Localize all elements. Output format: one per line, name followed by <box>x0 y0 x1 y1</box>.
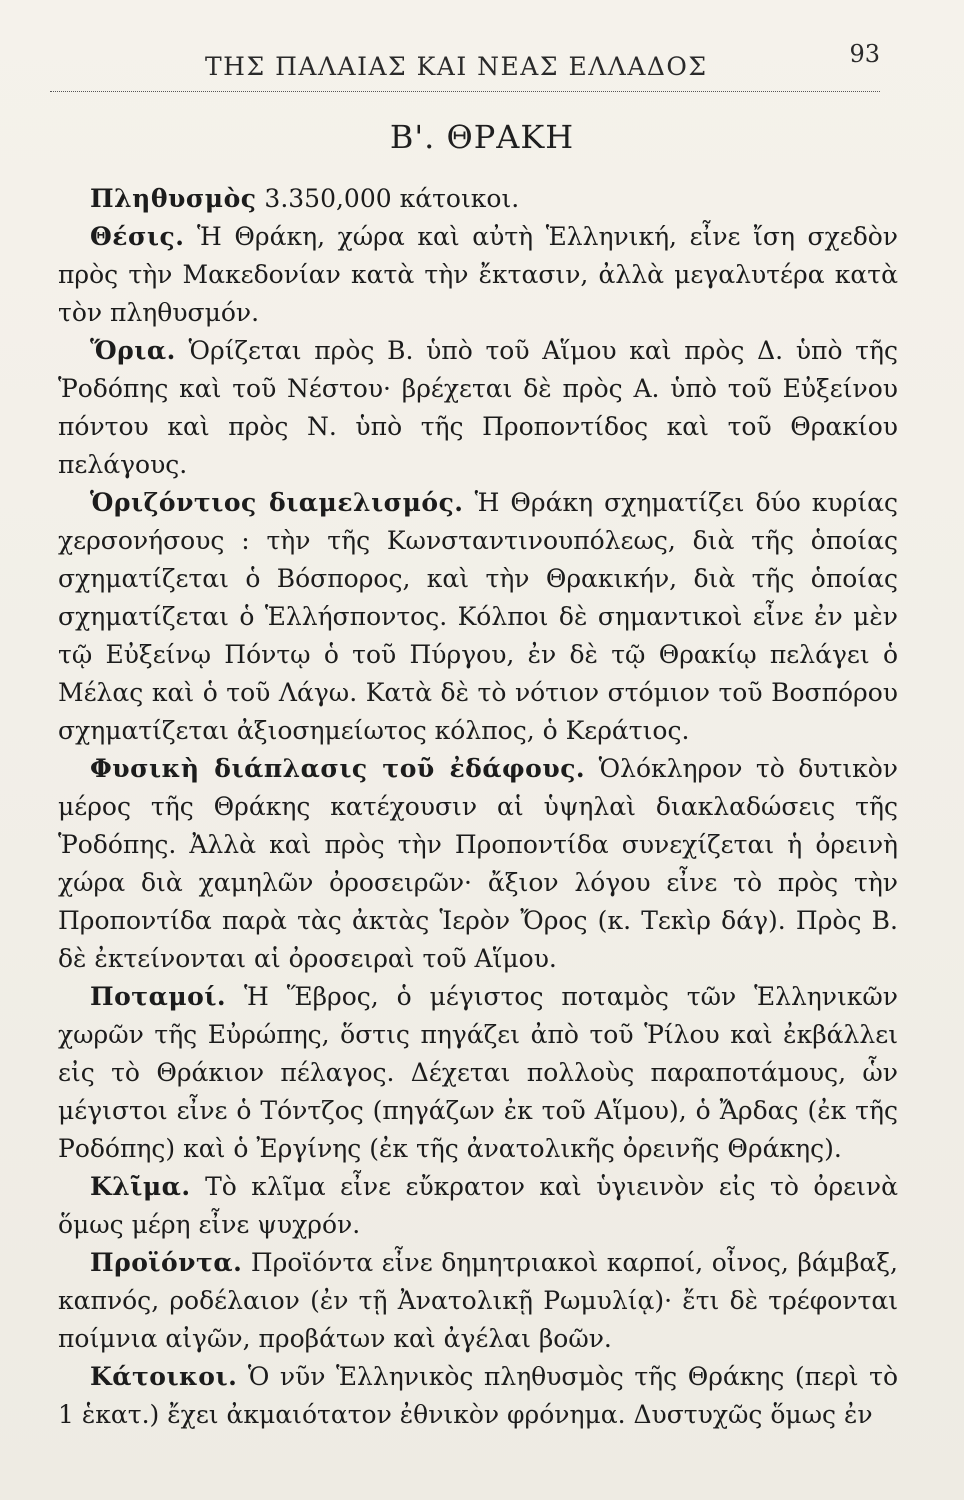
section-text: Ὁλόκληρον τὸ δυτικὸν μέρος τῆς Θράκης κατέχουσιν αἱ ὑψηλαὶ διακλαδώσεις τῆς Ῥοδόπης. Ἀλλὰ καὶ πρὸς τὴν Προποντίδα συνεχίζεται ἡ ὀρεινὴ χώρα διὰ χαμηλῶν ὀροσειρῶν· ἄξιον λόγου εἶνε τὸ πρὸς τὴν Προποντίδα παρὰ τὰς ἀκτὰς Ἱερὸν Ὄρος (κ. Τεκὶρ δάγ). Πρὸς Β. δὲ ἐκτείνονται αἱ ὀροσειραὶ τοῦ Αἵμου. <box>58 754 898 973</box>
section-text: Ὁ νῦν Ἑλληνικὸς πληθυσμὸς τῆς Θράκης (περὶ τὸ 1 ἑκατ.) ἔχει ἀκμαιότατον ἐθνικὸν φρόνημα. Δυστυχῶς ὅμως ἐν <box>58 1362 898 1429</box>
section-population <box>58 180 898 218</box>
section-products <box>58 1244 898 1358</box>
section-text: 3.350,000 κάτοικοι. <box>256 184 520 213</box>
section-heading: Ὁριζόντιος διαμελισμός. <box>90 488 464 517</box>
body-text <box>58 180 898 1434</box>
section-heading: Πληθυσμὸς <box>90 184 257 213</box>
section-heading: Ὅρια. <box>90 336 176 365</box>
section-heading: Κάτοικοι. <box>90 1362 238 1391</box>
section-text: Ἡ Θράκη σχηματίζει δύο κυρίας χερσονήσους : τὴν τῆς Κωνσταντινουπόλεως, διὰ τῆς ὁποίας σχηματίζεται ὁ Βόσπορος, καὶ τὴν Θρακικήν, διὰ τῆς ὁποίας σχηματίζεται ὁ Ἑλλήσποντος. Κόλποι δὲ σημαντικοὶ εἶνε ἐν μὲν τῷ Εὐξείνῳ Πόντῳ ὁ τοῦ Πύργου, ἐν δὲ τῷ Θρακίῳ πελάγει ὁ Μέλας καὶ ὁ τοῦ Λάγω. Κατὰ δὲ τὸ νότιον στόμιον τοῦ Βοσπόρου σχηματίζεται ἀξιοσημείωτος κόλπος, ὁ Κεράτιος. <box>58 488 899 745</box>
running-title: ΤΗΣ ΠΑΛΑΙΑΣ ΚΑΙ ΝΕΑΣ ΕΛΛΑΔΟΣ <box>205 52 708 81</box>
section-text: Τὸ κλῖμα εἶνε εὔκρατον καὶ ὑγιεινὸν εἰς τὸ ὀρεινὰ ὅμως μέρη εἶνε ψυχρόν. <box>58 1172 898 1239</box>
section-heading: Ποταμοί. <box>90 982 227 1011</box>
chapter-title: Β'. ΘΡΑΚΗ <box>389 118 575 156</box>
section-terrain <box>58 750 898 978</box>
page-number: 93 <box>849 40 880 68</box>
section-inhabitants <box>58 1358 898 1434</box>
section-borders <box>58 332 898 484</box>
page-header <box>50 40 880 92</box>
section-position <box>58 218 898 332</box>
section-text: Ἡ Θράκη, χώρα καὶ αὐτὴ Ἑλληνική, εἶνε ἴση σχεδὸν πρὸς τὴν Μακεδονίαν κατὰ τὴν ἔκτασιν, ἀλλὰ μεγαλυτέρα κατὰ τὸν πληθυσμόν. <box>58 222 898 327</box>
section-text: Ἡ Ἕβρος, ὁ μέγιστος ποταμὸς τῶν Ἑλληνικῶν χωρῶν τῆς Εὐρώπης, ὅστις πηγάζει ἀπὸ τοῦ Ῥίλου καὶ ἐκβάλλει εἰς τὸ Θράκιον πέλαγος. Δέχεται πολλοὺς παραποτάμους, ὧν μέγιστοι εἶνε ὁ Τόντζος (πηγάζων ἐκ τοῦ Αἵμου), ὁ Ἄρδας (ἐκ τῆς Ροδόπης) καὶ ὁ Ἐργίνης (ἐκ τῆς ἀνατολικῆς ὀρεινῆς Θράκης). <box>58 982 898 1163</box>
header-rule <box>50 91 880 92</box>
section-heading: Θέσις. <box>90 222 185 251</box>
section-heading: Φυσικὴ διάπλασις τοῦ ἐδάφους. <box>90 754 586 783</box>
section-text: Ὁρίζεται πρὸς Β. ὑπὸ τοῦ Αἵμου καὶ πρὸς Δ. ὑπὸ τῆς Ῥοδόπης καὶ τοῦ Νέστου· βρέχεται δὲ πρὸς Α. ὑπὸ τοῦ Εὐξείνου πόντου καὶ πρὸς Ν. ὑπὸ τῆς Προποντίδος καὶ τοῦ Θρακίου πελάγους. <box>58 336 898 479</box>
section-heading: Προϊόντα. <box>90 1248 243 1277</box>
section-rivers <box>58 978 898 1168</box>
section-heading: Κλῖμα. <box>90 1172 191 1201</box>
section-text: Προϊόντα εἶνε δημητριακοὶ καρποί, οἶνος, βάμβαξ, καπνός, ροδέλαιον (ἐν τῇ Ἀνατολικῇ Ρωμυλίᾳ)· ἔτι δὲ τρέφονται ποίμνια αἰγῶν, προβάτων καὶ ἀγέλαι βοῶν. <box>58 1248 898 1353</box>
section-climate <box>58 1168 898 1244</box>
section-coastline <box>58 484 898 750</box>
